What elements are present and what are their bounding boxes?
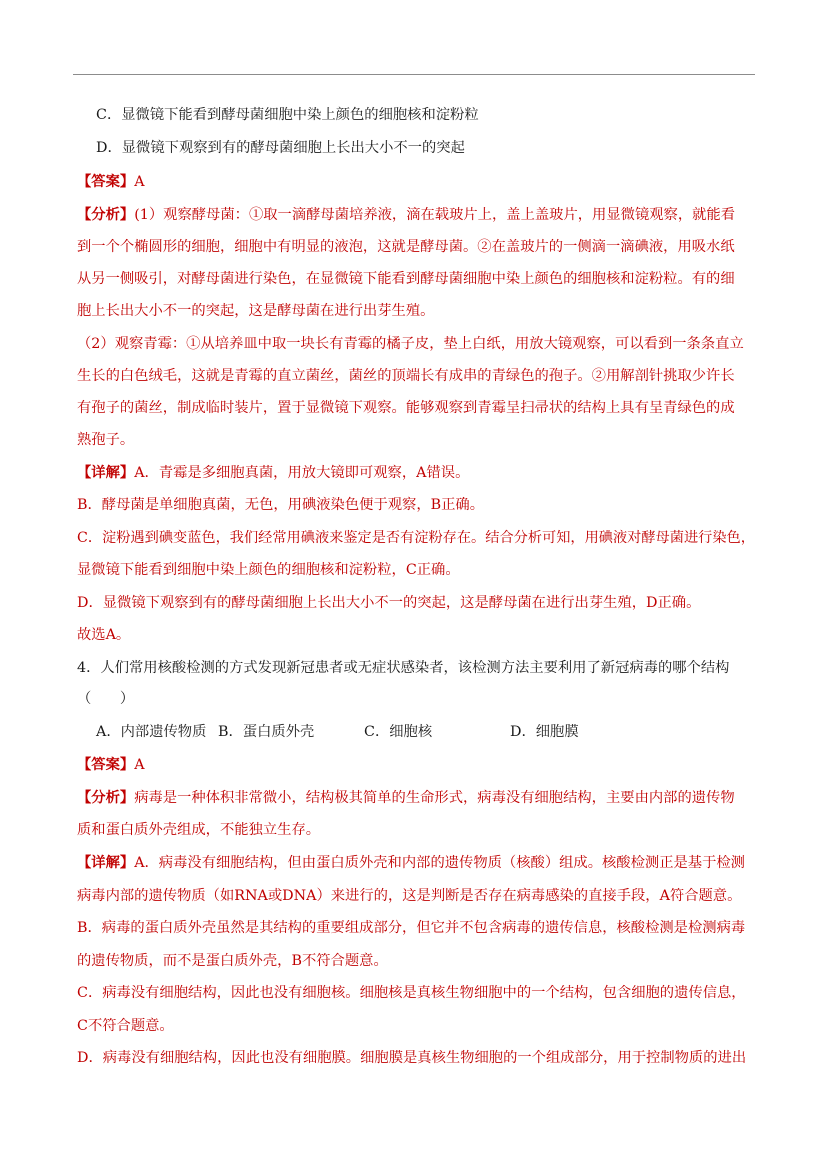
text-line: [77, 853, 745, 873]
line-text: 生长的白色绒毛，这就是青霉的直立菌丝，菌丝的顶端长有成串的青绿色的孢子。②用解剖针挑取少许长: [77, 368, 735, 384]
section-label: 【答案】: [77, 174, 135, 190]
line-text: D．显微镜下观察到有的酵母菌细胞上长出大小不一的突起，这是酵母菌在进行出芽生殖，D正确。: [77, 595, 701, 611]
text-line: [77, 593, 700, 613]
line-text: 故选A。: [77, 627, 131, 643]
text-line: [77, 301, 434, 321]
text-line: [77, 1048, 746, 1068]
section-label: 【分析】: [77, 790, 135, 806]
line-text: C．显微镜下能看到酵母菌细胞中染上颜色的细胞核和淀粉粒: [96, 107, 479, 123]
text-line: [77, 755, 145, 775]
text-line: [77, 366, 735, 386]
line-text: B．酵母菌是单细胞真菌，无色，用碘液染色便于观察，B正确。: [77, 497, 485, 513]
text-line: [77, 334, 744, 354]
line-text: 胞上长出大小不一的突起，这是酵母菌在进行出芽生殖。: [77, 303, 435, 319]
text-line: [77, 495, 484, 515]
line-text: 质和蛋白质外壳组成，不能独立生存。: [77, 822, 321, 838]
text-line: [77, 463, 469, 483]
text-line: [77, 560, 460, 580]
text-line: [77, 398, 735, 418]
header-rule: [73, 74, 755, 75]
section-label: 【分析】: [77, 207, 135, 223]
question-4-options: [96, 722, 656, 742]
text-line: [77, 951, 388, 971]
text-line: [77, 658, 729, 678]
option-a: A．内部遗传物质: [96, 724, 207, 740]
text-line: [77, 820, 320, 840]
text-line: [77, 886, 741, 906]
section-label: 【详解】: [77, 855, 135, 871]
text-line: [77, 918, 745, 938]
line-text: A．青霉是多细胞真菌，用放大镜即可观察，A错误。: [134, 465, 470, 481]
line-text: 病毒内部的遗传物质（如RNA或DNA）来进行的，这是判断是否存在病毒感染的直接手段，A符合题意。: [77, 888, 742, 904]
text-line: [77, 269, 735, 289]
text-line: [77, 172, 145, 192]
line-text: (1）观察酵母菌：①取一滴酵母菌培养液，滴在载玻片上，盖上盖玻片，用显微镜观察，就能看: [134, 207, 736, 223]
line-text: 有孢子的菌丝，制成临时装片，置于显微镜下观察。能够观察到青霉呈扫帚状的结构上具有呈青绿色的成: [77, 400, 735, 416]
text-line: [96, 138, 465, 158]
line-text: 病毒是一种体积非常微小，结构极其简单的生命形式，病毒没有细胞结构，主要由内部的遗传物: [134, 790, 735, 806]
line-text: （ ）: [77, 691, 135, 707]
line-text: C不符合题意。: [77, 1018, 174, 1034]
line-text: A．病毒没有细胞结构，但由蛋白质外壳和内部的遗传物质（核酸）组成。核酸检测正是基于检测: [134, 855, 745, 871]
text-line: [77, 788, 735, 808]
line-text: 从另一侧吸引，对酵母菌进行染色，在显微镜下能看到酵母菌细胞中染上颜色的细胞核和淀粉粒。有的细: [77, 271, 735, 287]
line-text: 显微镜下能看到细胞中染上颜色的细胞核和淀粉粒，C正确。: [77, 562, 460, 578]
line-text: B．病毒的蛋白质外壳虽然是其结构的重要组成部分，但它并不包含病毒的遗传信息，核酸检测是检测病毒: [77, 920, 746, 936]
line-text: （2）观察青霉：①从培养皿中取一块长有青霉的橘子皮，垫上白纸，用放大镜观察，可以看到一条条直立: [77, 336, 744, 352]
text-line: [77, 430, 134, 450]
option-c: C．细胞核: [364, 724, 433, 740]
text-line: [77, 528, 755, 548]
line-text: C．病毒没有细胞结构，因此也没有细胞核。细胞核是真核生物细胞中的一个结构，包含细胞的遗传信息，: [77, 985, 746, 1001]
text-line: [77, 983, 746, 1003]
text-line: [77, 1016, 174, 1036]
line-text: A: [134, 757, 145, 773]
text-line: [77, 689, 134, 709]
text-line: [77, 205, 735, 225]
line-text: D．病毒没有细胞结构，因此也没有细胞膜。细胞膜是真核生物细胞的一个组成部分，用于控制物质的进出: [77, 1050, 747, 1066]
line-text: 熟孢子。: [77, 432, 135, 448]
line-text: C．淀粉遇到碘变蓝色，我们经常用碘液来鉴定是否有淀粉存在。结合分析可知，用碘液对酵母菌进行染色，: [77, 530, 755, 546]
line-text: D．显微镜下观察到有的酵母菌细胞上长出大小不一的突起: [96, 140, 465, 156]
section-label: 【答案】: [77, 757, 135, 773]
option-d: D．细胞膜: [510, 724, 579, 740]
line-text: 4．人们常用核酸检测的方式发现新冠患者或无症状感染者，该检测方法主要利用了新冠病毒的哪个结构: [77, 660, 730, 676]
line-text: 的遗传物质，而不是蛋白质外壳，B不符合题意。: [77, 953, 388, 969]
line-text: A: [134, 174, 145, 190]
section-label: 【详解】: [77, 465, 135, 481]
text-line: [96, 105, 479, 125]
option-b: B．蛋白质外壳: [218, 724, 315, 740]
line-text: 到一个个椭圆形的细胞，细胞中有明显的液泡，这就是酵母菌。②在盖玻片的一侧滴一滴碘液，用吸水纸: [77, 239, 735, 255]
text-line: [77, 237, 735, 257]
text-line: [77, 625, 130, 645]
